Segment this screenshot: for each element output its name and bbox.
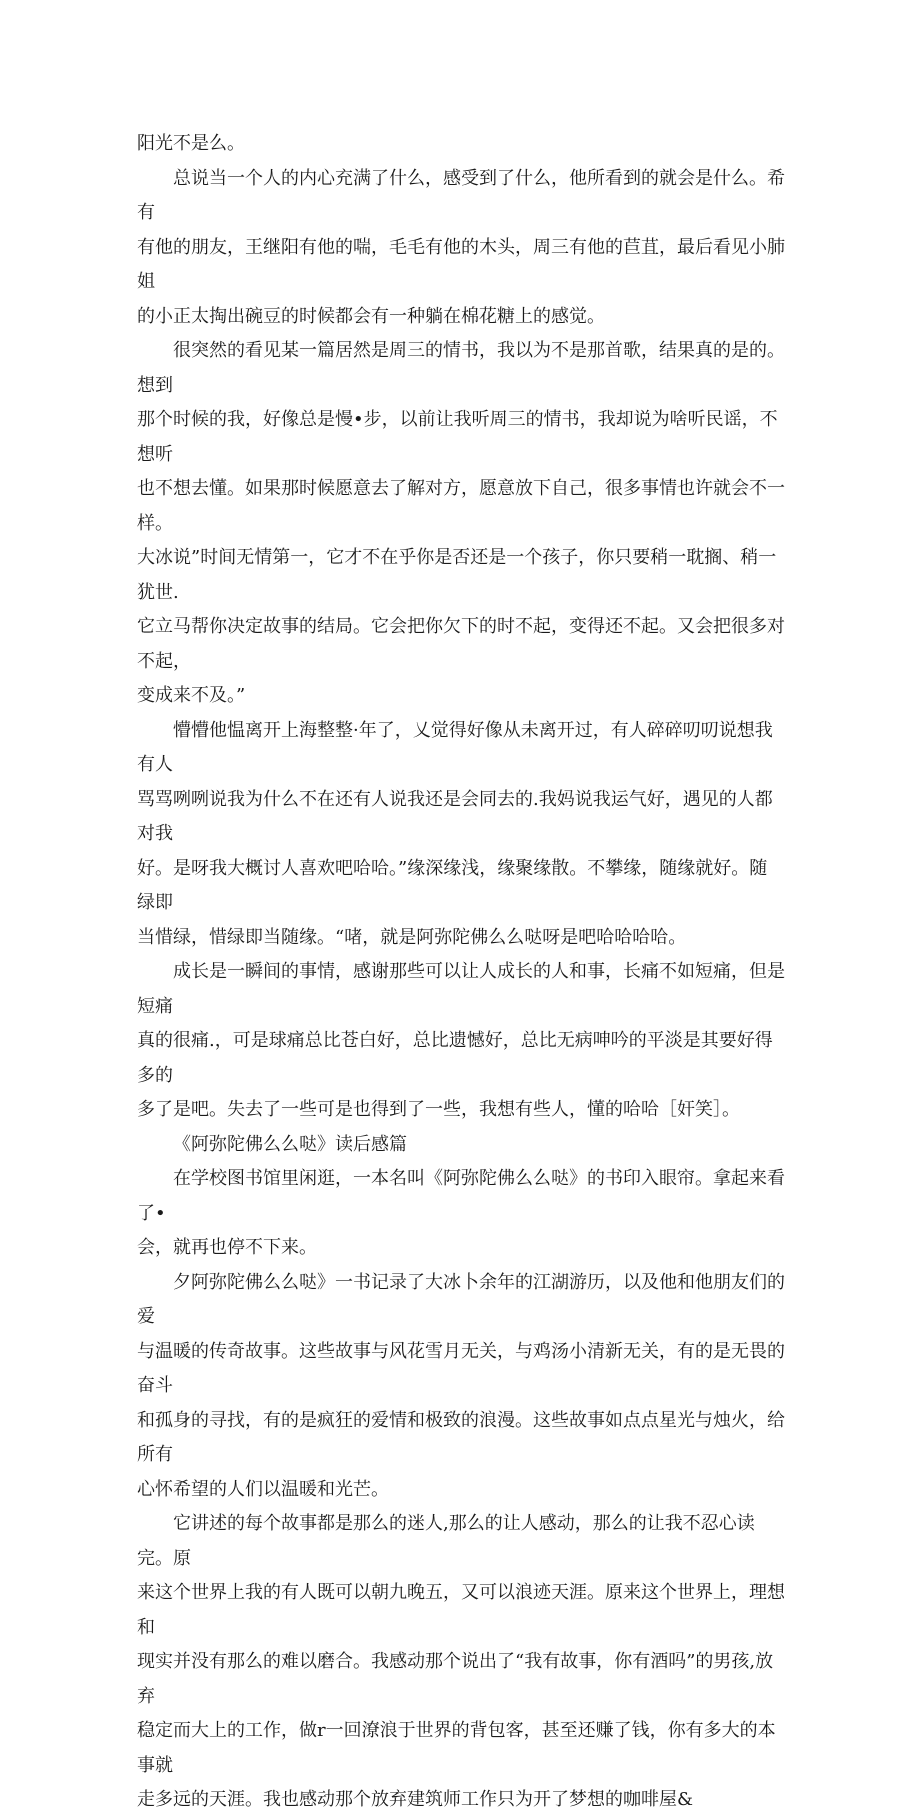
paragraph-7: 夕阿弥陀佛么么哒》一书记录了大冰卜余年的江湖游历，以及他和他朋友们的爱 与温暖的传奇故事。这些故事与风花雪月无关，与鸡汤小清新无关，有的是无畏的奋斗 和孤身的寻找，有的是疯狂的爱情和极致的浪漫。这些故事如点点星光与烛火，给所有 心怀希望的人们以温暖和光芒。 [137, 1271, 785, 1500]
paragraph-8: 它讲述的每个故事都是那么的迷人,那么的让人感动，那么的让我不忍心读完。原 来这个世界上我的有人既可以朝九晚五，又可以浪迹天涯。原来这个世界上，理想和 现实并没有那么的难以磨合。我感动那个说出了“我有故事，你有酒吗”的男孩,放弃 稳定而大上的工作，做r一回潦浪于世界的背包客，甚至还赚了钱，你有多大的本事就 走多远的天涯。我也感动那个放弃建筑师工作只为开了梦想的咖啡屋& [137, 1513, 785, 1810]
paragraph-5: 成长是一瞬间的事情，感谢那些可以让人成长的人和事，长痛不如短痛，但是短痛 真的很痛.，可是球痛总比苍白好，总比遗憾好，总比无病呻吟的平淡是其要好得多的 多了是吧。失去了一些可是也得到了一些，我想有些人，懂的哈哈［奸笑］。 [137, 961, 785, 1120]
paragraph-6: 在学校图书馆里闲逛，一本名叫《阿弥陀佛么么哒》的书印入眼帘。拿起来看了• 会，就再也停不下来。 [137, 1168, 785, 1258]
paragraph-3: 很突然的看见某一篇居然是周三的情书，我以为不是那首歌，结果真的是的。想到 那个时候的我，好像总是慢•步，以前让我听周三的情书，我却说为啥听民谣，不想听 也不想去懂。如果那时候愿意去了解对方，愿意放下自己，很多事情也许就会不一样。 大冰说”时间无情第一，它才不在乎你是否还是一个孩子，你只要稍一耽搁、稍一犹世. 它立马帮你决定故事的结局。它会把你欠下的时不起，变得还不起。又会把很多对不起， 变成来不及。” [137, 340, 785, 706]
paragraph-4: 懵懵他愠离开上海整整·年了，乂觉得好像从未离开过，有人碎碎叨叨说想我有人 骂骂咧咧说我为什么不在还有人说我还是会同去的.我妈说我运气好，遇见的人都对我 好。是呀我大概讨人喜欢吧哈哈。”缘深缘浅，缘聚缘散。不攀缘，随缘就好。随绿即 当惜绿，惜绿即当随缘。“啫，就是阿弥陀佛么么哒呀是吧哈哈哈哈。 [137, 719, 773, 948]
paragraph-2: 总说当一个人的内心充满了什么，感受到了什么，他所看到的就会是什么。希有 有他的朋友，王继阳有他的喘，毛毛有他的木头，周三有他的苣苴，最后看见小肺姐 的小正太掏出碗豆的时候都会有一种躺在棉花糖上的感觉。 [137, 167, 785, 327]
section-heading: 《阿弥陀佛么么哒》读后感篇 [173, 1133, 407, 1155]
document-body [137, 127, 785, 1818]
paragraph-1: 阳光不是么。 [137, 133, 245, 154]
